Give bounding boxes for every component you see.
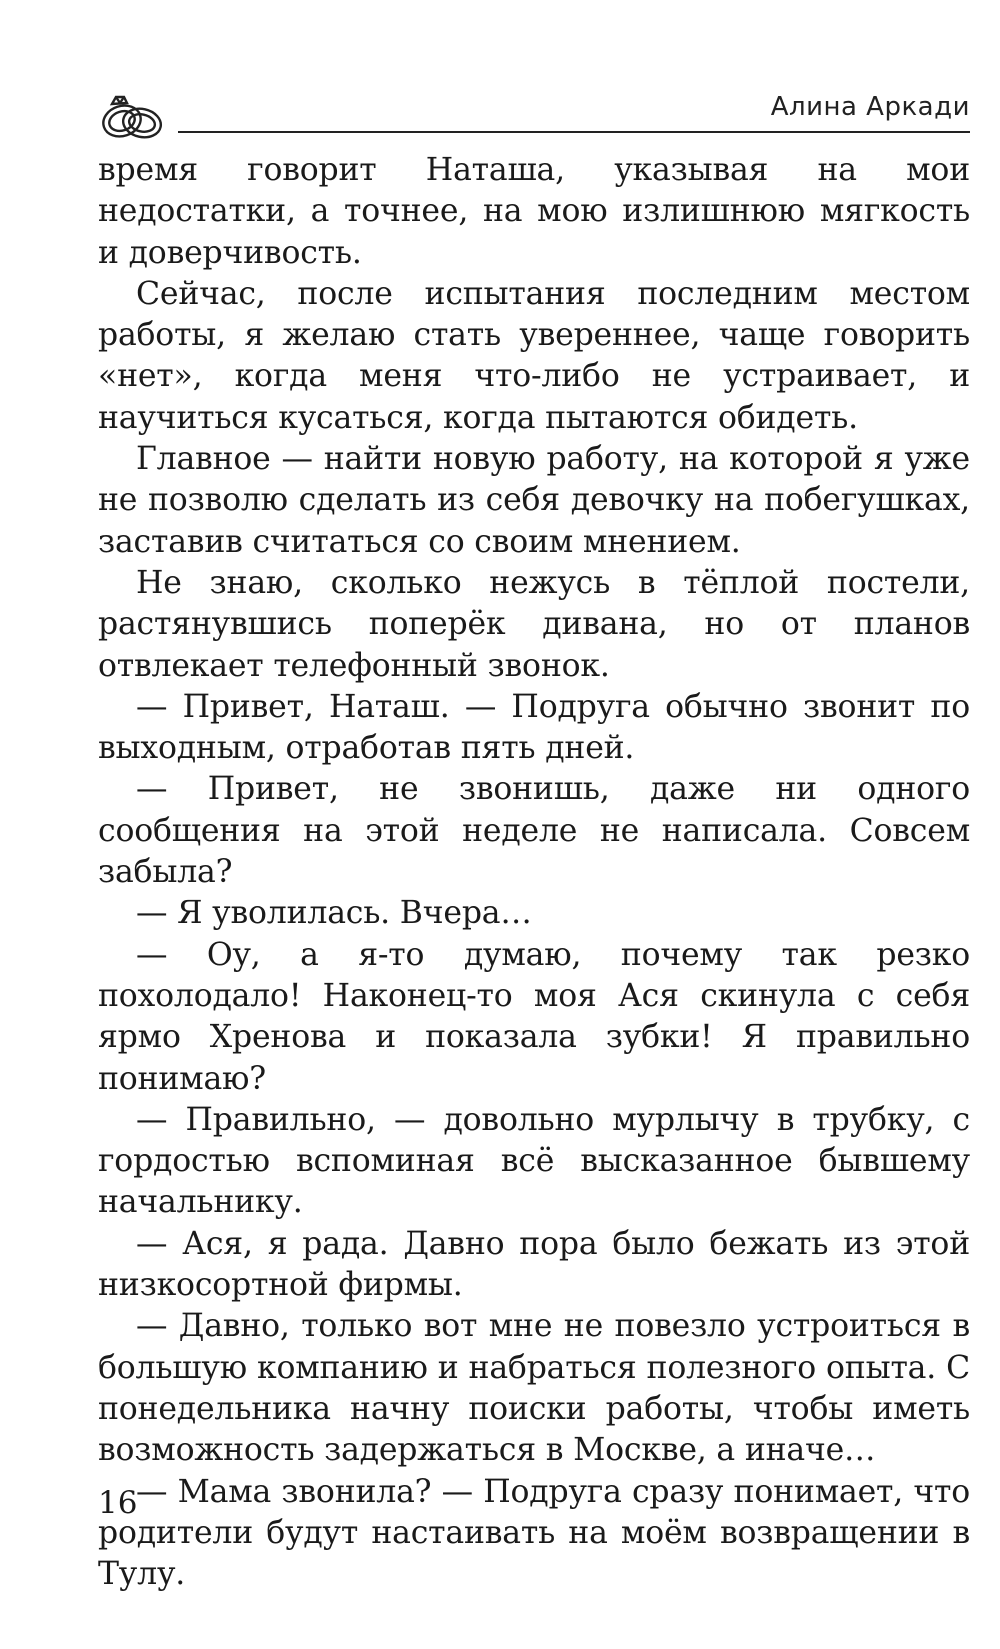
page-header: [98, 88, 970, 144]
paragraph: Не знаю, сколько нежусь в тёплой постели, растянувшись поперёк дивана, но от планов отвлекает телефонный звонок.: [98, 564, 970, 684]
paragraph: Сейчас, после испытания последним местом работы, я желаю стать увереннее, чаще говорить «нет», когда меня что-либо не устраивает, и научиться кусаться, когда пытаются обидеть.: [98, 275, 970, 436]
page-number: 16: [98, 1485, 138, 1521]
paragraph: — Ася, я рада. Давно пора было бежать из этой низкосортной фирмы.: [98, 1225, 970, 1304]
paragraph: Главное — найти новую работу, на которой я уже не позволю сделать из себя девочку на побегушках, заставив считаться со своим мнением.: [98, 441, 970, 560]
paragraph: — Давно, только вот мне не повезло устроиться в большую компанию и набраться полезного опыта. С понедельника начну поиски работы, чтобы иметь возможность задержаться в Москве, а иначе…: [98, 1308, 970, 1469]
paragraph: — Привет, Наташ. — Подруга обычно звонит по выходным, отработав пять дней.: [98, 688, 970, 767]
paragraph: время говорит Наташа, указывая на мои недостатки, а точнее, на мою излишнюю мягкость и доверчивость.: [98, 152, 970, 271]
paragraph: — Оу, а я-то думаю, почему так резко похолодало! Наконец-то моя Ася скинула с себя ярмо Хренова и показала зубки! Я правильно понимаю?: [98, 936, 970, 1097]
running-head-author: Алина Аркади: [770, 92, 970, 122]
paragraph: — Я уволилась. Вчера…: [136, 895, 532, 932]
paragraph: — Привет, не звонишь, даже ни одного сообщения на этой неделе не написала. Совсем забыла?: [98, 771, 970, 891]
paragraph: — Мама звонила? — Подруга сразу понимает, что родители будут настаивать на моём возвращении в Тулу.: [98, 1473, 970, 1593]
paragraph: — Правильно, — довольно мурлычу в трубку, с гордостью вспоминая всё высказанное бывшему начальнику.: [98, 1101, 970, 1221]
wedding-rings-icon: [98, 90, 168, 142]
header-rule: [178, 131, 970, 133]
body-text: [98, 150, 970, 1595]
